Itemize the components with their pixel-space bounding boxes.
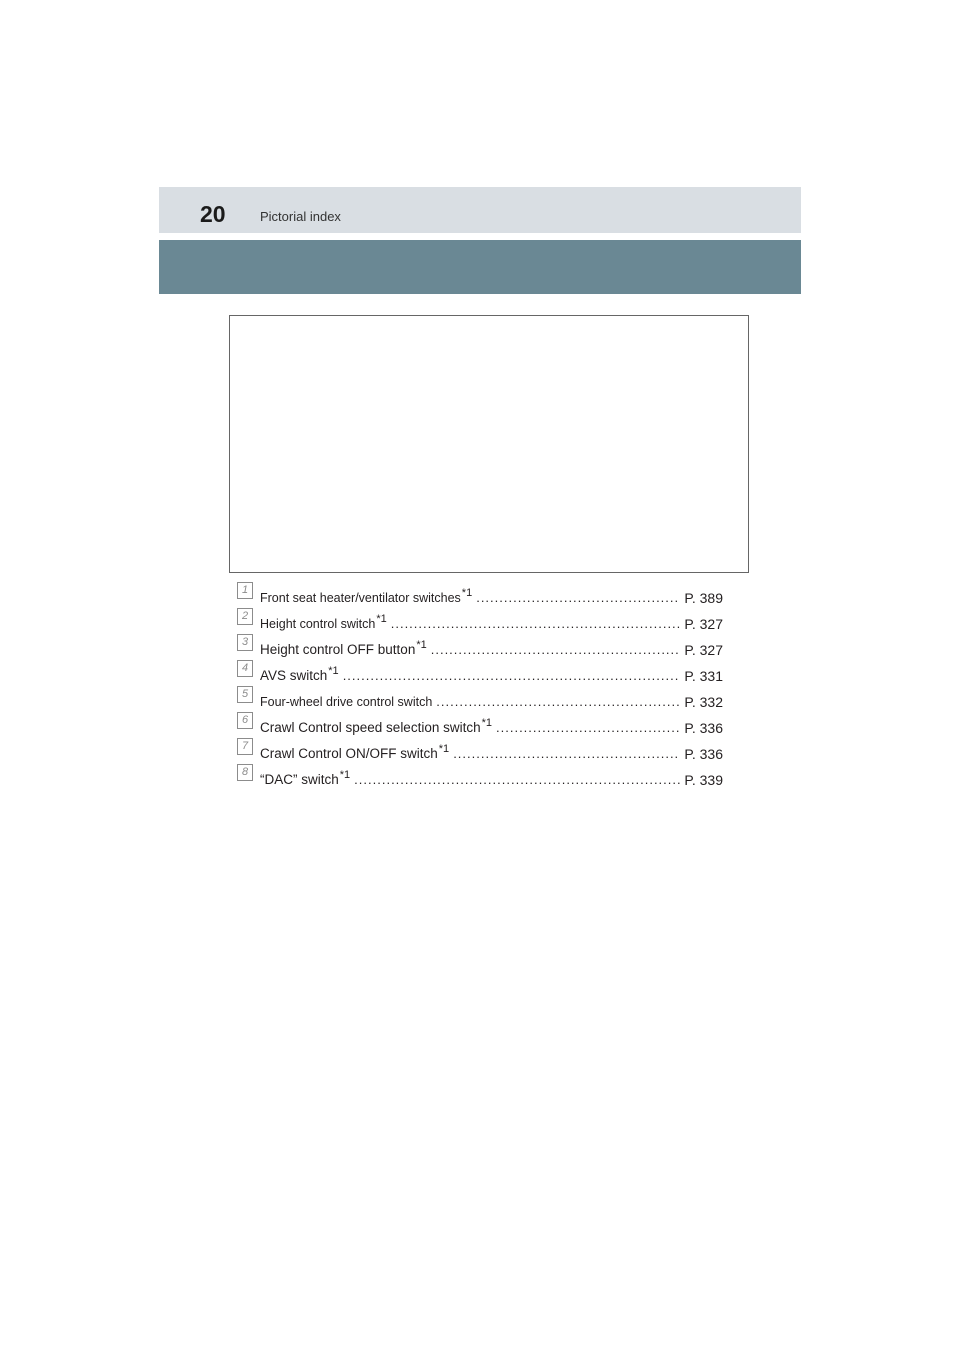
item-label: Crawl Control ON/OFF switch$^{*1}$	[260, 743, 450, 761]
list-item[interactable]	[237, 711, 723, 737]
list-item[interactable]	[237, 581, 723, 607]
footnote-marker: *1	[328, 665, 339, 677]
footnote-marker: *1	[438, 743, 450, 755]
footnote-marker: *1	[416, 639, 427, 651]
illustration-frame	[229, 315, 749, 573]
leader-dots	[496, 719, 680, 737]
page-reference[interactable]: P. 327	[684, 616, 723, 632]
page-reference[interactable]: P. 332	[684, 694, 723, 710]
leader-dots	[453, 745, 680, 763]
item-number-badge: 8	[237, 764, 253, 781]
list-item[interactable]	[237, 659, 723, 685]
page-reference[interactable]: P. 331	[684, 668, 723, 684]
item-list	[237, 581, 723, 789]
item-label: Front seat heater/ventilator switches$^{*1}$	[260, 587, 473, 605]
footnote-marker: *1	[376, 613, 387, 625]
page-reference[interactable]: P. 339	[684, 772, 723, 788]
page-reference[interactable]: P. 389	[684, 590, 723, 606]
list-item[interactable]	[237, 633, 723, 659]
leader-dots	[476, 589, 680, 607]
leader-dots	[391, 615, 681, 633]
item-label: “DAC” switch$^{*1}$	[260, 769, 351, 787]
item-label: Height control OFF button$^{*1}$	[260, 639, 427, 657]
item-number-badge: 5	[237, 686, 253, 703]
leader-dots	[354, 771, 680, 789]
leader-dots	[431, 641, 681, 659]
list-item[interactable]	[237, 763, 723, 789]
item-number-badge: 6	[237, 712, 253, 729]
section-title: Pictorial index	[260, 209, 341, 224]
list-item[interactable]	[237, 737, 723, 763]
header-bar	[159, 187, 801, 233]
item-number-badge: 1	[237, 582, 253, 599]
item-label: AVS switch$^{*1}$	[260, 665, 339, 683]
item-number-badge: 4	[237, 660, 253, 677]
item-label: Height control switch$^{*1}$	[260, 613, 387, 631]
item-number-badge: 3	[237, 634, 253, 651]
list-item[interactable]	[237, 685, 723, 711]
item-label: Crawl Control speed selection switch$^{*1}$	[260, 717, 493, 735]
footnote-marker: *1	[481, 717, 493, 729]
page-reference[interactable]: P. 327	[684, 642, 723, 658]
leader-dots	[436, 693, 680, 711]
item-number-badge: 2	[237, 608, 253, 625]
footnote-marker: *1	[339, 769, 351, 781]
item-label: Four-wheel drive control switch	[260, 695, 433, 709]
page-reference[interactable]: P. 336	[684, 746, 723, 762]
page-number: 20	[200, 201, 226, 227]
title-band	[159, 240, 801, 294]
page-reference[interactable]: P. 336	[684, 720, 723, 736]
list-item[interactable]	[237, 607, 723, 633]
leader-dots	[343, 667, 681, 685]
item-number-badge: 7	[237, 738, 253, 755]
footnote-marker: *1	[461, 587, 473, 599]
